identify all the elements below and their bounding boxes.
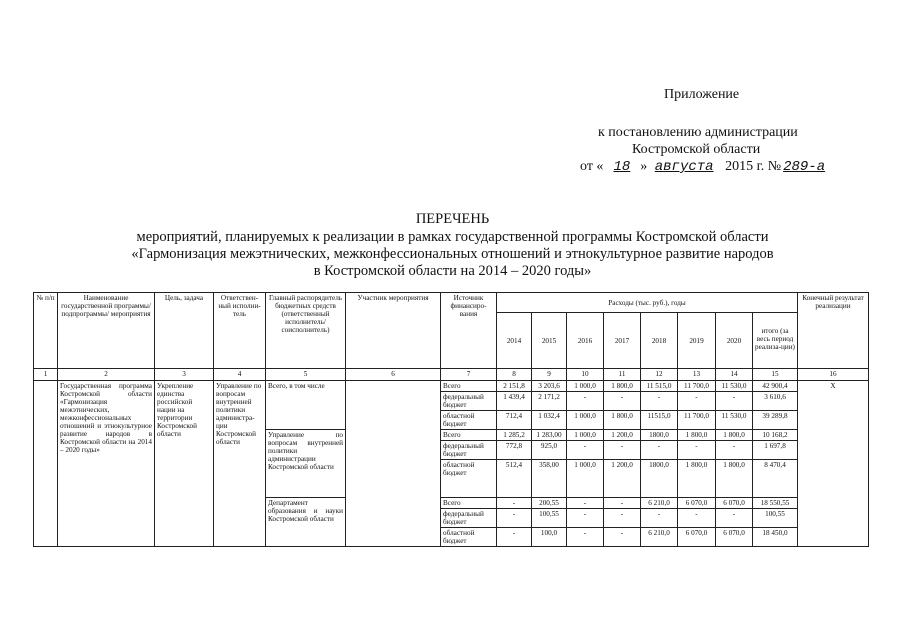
value-cell: - [604,441,641,460]
value-cell: 1 000,0 [567,381,604,392]
doc-subtitle-2: «Гармонизация межэтнических, межконфессиональных отношений и этнокультурное развитие народов [131,246,774,262]
date-year: 2015 г. № [725,159,782,174]
value-cell: - [567,528,604,547]
value-cell: 200,55 [532,498,567,509]
header-participant: Участник мероприятия [346,293,441,369]
value-cell: - [604,392,641,411]
header-responsible: Ответствен-ный исполни-тель [214,293,266,369]
date-month: августа [654,159,714,175]
header-goal: Цель, задача [155,293,214,369]
value-cell: 512,4 [497,460,532,498]
source-cell: областной бюджет [441,411,497,430]
value-cell: 6 070,0 [716,528,753,547]
value-cell: 3 203,6 [532,381,567,392]
value-cell: 11 700,0 [678,411,716,430]
col-number: 4 [214,369,266,381]
col-number: 9 [532,369,567,381]
program-goal: Укрепление единства российской нации на территории Костромской области [155,381,214,547]
col-number: 5 [266,369,346,381]
value-cell: 11 530,0 [716,381,753,392]
value-cell: - [604,509,641,528]
program-name: Государственная программа Костромской области «Гармонизация межэтнических, межконфессиональных отношений и этнокультурное развитие народов в Костромской области на 2014 – 2020 годы» [58,381,155,547]
header-year: 2016 [567,313,604,369]
value-cell: - [567,509,604,528]
value-cell: 11515,0 [641,411,678,430]
source-cell: федеральный бюджет [441,392,497,411]
col-number: 2 [58,369,155,381]
manager-cell: Департамент образования и науки Костромской области [266,498,346,547]
col-number: 13 [678,369,716,381]
col-number: 1 [34,369,58,381]
value-cell: 6 070,0 [678,528,716,547]
col-number: 10 [567,369,604,381]
value-cell: 2 171,2 [532,392,567,411]
header-year: 2019 [678,313,716,369]
col-number: 7 [441,369,497,381]
value-cell: 1 800,0 [678,460,716,498]
source-cell: Всего [441,381,497,392]
value-cell: 1800,0 [641,460,678,498]
value-cell: 6 210,0 [641,528,678,547]
value-cell: 1 697,8 [753,441,798,460]
value-cell: 8 470,4 [753,460,798,498]
value-cell: - [497,498,532,509]
source-cell: областной бюджет [441,460,497,498]
value-cell: - [567,392,604,411]
date-mid: » [640,159,648,174]
value-cell: - [716,441,753,460]
value-cell: 6 210,0 [641,498,678,509]
value-cell: - [716,509,753,528]
value-cell: 1800,0 [641,430,678,441]
value-cell: 1 800,0 [678,430,716,441]
source-cell: Всего [441,498,497,509]
value-cell: - [641,509,678,528]
doc-subtitle-1: мероприятий, планируемых к реализации в рамках государственной программы Костромской области [136,229,769,245]
value-cell: - [567,441,604,460]
decree-line1: к постановлению администрации [598,125,798,140]
value-cell: - [678,509,716,528]
date-prefix: от « [580,159,604,174]
value-cell: 1 200,0 [604,430,641,441]
header-main-manager: Главный распорядитель бюджетных средств (ответственный исполнитель/ соисполнитель) [266,293,346,369]
header-no: № п/п [34,293,58,369]
doc-title: ПЕРЕЧЕНЬ [415,211,490,227]
header-year: 2017 [604,313,641,369]
header-name: Наименование государственной программы/ подпрограммы/ мероприятия [58,293,155,369]
value-cell: 1 800,0 [604,411,641,430]
value-cell: - [604,498,641,509]
col-number: 8 [497,369,532,381]
value-cell: 18 450,0 [753,528,798,547]
header-year: 2018 [641,313,678,369]
manager-cell: Управление по вопросам внутренней политики администрации Костромской области [266,430,346,498]
value-cell: 100,55 [532,509,567,528]
value-cell: 1 439,4 [497,392,532,411]
value-cell: 11 700,0 [678,381,716,392]
value-cell: 1 283,00 [532,430,567,441]
col-number: 3 [155,369,214,381]
value-cell: 772,8 [497,441,532,460]
header-year: 2015 [532,313,567,369]
value-cell: 3 610,6 [753,392,798,411]
col-number: 6 [346,369,441,381]
value-cell: - [567,498,604,509]
value-cell: - [678,441,716,460]
column-numbers-row [34,369,869,381]
value-cell: 712,4 [497,411,532,430]
value-cell: - [641,392,678,411]
value-cell: 925,0 [532,441,567,460]
source-cell: Всего [441,430,497,441]
value-cell: 100,55 [753,509,798,528]
value-cell: - [716,392,753,411]
result-cell: Х [798,381,869,547]
measures-table [33,292,869,547]
decree-number: 289-а [783,159,826,175]
value-cell: 1 200,0 [604,460,641,498]
date-day: 18 [613,159,631,175]
value-cell: - [641,441,678,460]
header-source: Источник финансиро-вания [441,293,497,369]
col-number: 12 [641,369,678,381]
value-cell: 18 550,55 [753,498,798,509]
header-total: итого (за весь период реализа-ции) [753,313,798,369]
col-number: 16 [798,369,869,381]
value-cell: 358,00 [532,460,567,498]
header-result: Конечный результат реализации [798,293,869,369]
value-cell: - [678,392,716,411]
value-cell: 1 800,0 [716,430,753,441]
value-cell: 11 530,0 [716,411,753,430]
value-cell: - [604,528,641,547]
decree-date-line [580,158,825,176]
table-row [34,381,869,392]
value-cell: 1 000,0 [567,460,604,498]
decree-line2: Костромской области [632,142,761,157]
header-year: 2020 [716,313,753,369]
source-cell: областной бюджет [441,528,497,547]
value-cell: 1 000,0 [567,430,604,441]
manager-cell: Всего, в том числе [266,381,346,430]
value-cell: 1 285,2 [497,430,532,441]
value-cell: 42 900,4 [753,381,798,392]
participant-cell [346,381,441,547]
doc-subtitle-3: в Костромской области на 2014 – 2020 годы» [313,263,592,279]
source-cell: федеральный бюджет [441,509,497,528]
value-cell: 10 168,2 [753,430,798,441]
value-cell: - [497,528,532,547]
col-number: 15 [753,369,798,381]
value-cell: 6 070,0 [678,498,716,509]
col-number: 11 [604,369,641,381]
col-number: 14 [716,369,753,381]
program-responsible: Управление по вопросам внутренней политики администра-ции Костромской области [214,381,266,547]
value-cell: 1 800,0 [604,381,641,392]
value-cell: 1 032,4 [532,411,567,430]
value-cell: 6 070,0 [716,498,753,509]
header-year: 2014 [497,313,532,369]
value-cell: 100,0 [532,528,567,547]
value-cell: 1 800,0 [716,460,753,498]
header-expenses: Расходы (тыс. руб.), годы [497,293,798,313]
value-cell: 11 515,0 [641,381,678,392]
value-cell: - [497,509,532,528]
value-cell: 1 000,0 [567,411,604,430]
value-cell: 39 289,8 [753,411,798,430]
appendix-label: Приложение [664,87,740,102]
source-cell: федеральный бюджет [441,441,497,460]
value-cell: 2 151,8 [497,381,532,392]
row-number-cell [34,381,58,547]
